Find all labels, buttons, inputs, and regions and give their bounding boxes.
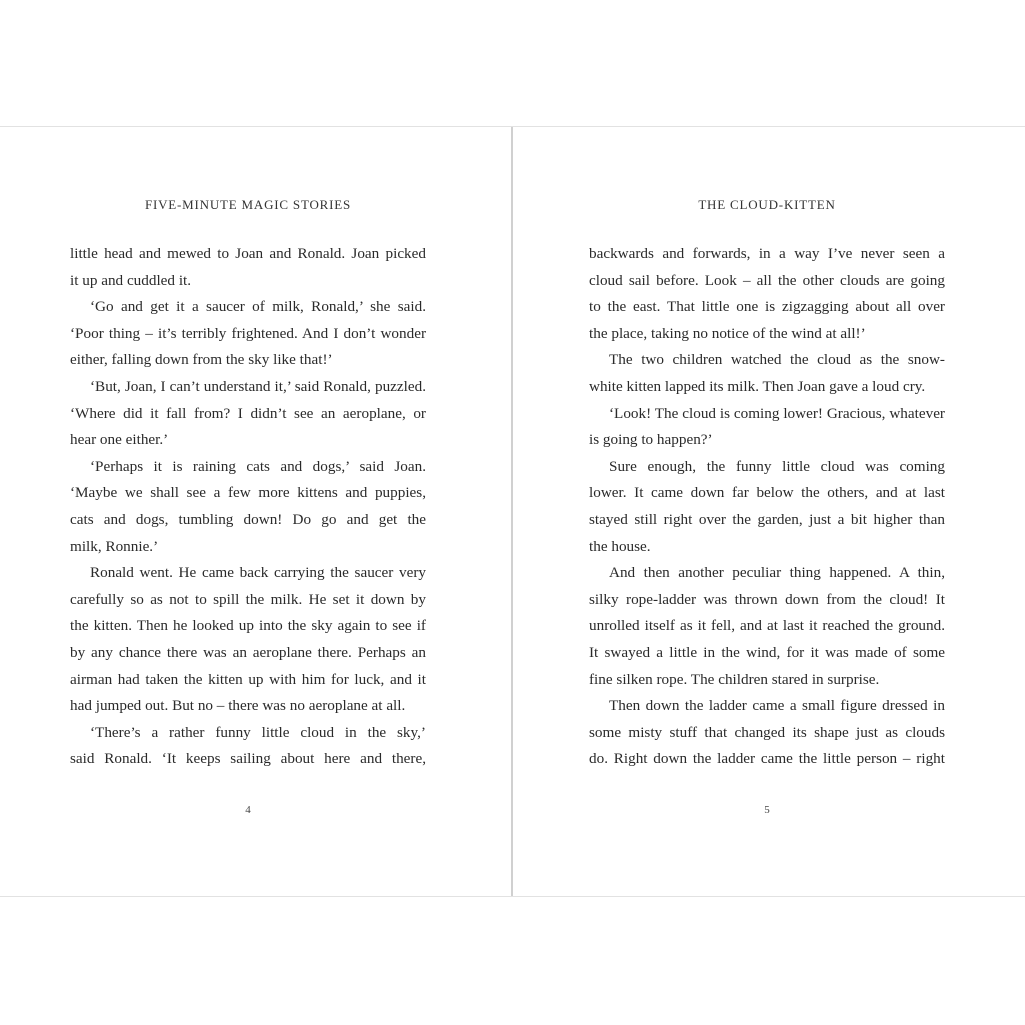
text-line: by any chance there was an aeroplane there. Perhaps an (70, 643, 426, 661)
gutter-divider (511, 127, 513, 896)
text-line: stayed still right over the garden, just a bit higher than (589, 510, 945, 528)
text-line: the kitten. Then he looked up into the sky again to see if (70, 617, 426, 635)
text-line: ‘Look! The cloud is coming lower! Gracious, whatever (609, 404, 945, 422)
text-line: ‘There’s a rather funny little cloud in the sky,’ (90, 723, 426, 741)
book-spread (0, 126, 1025, 897)
text-line: airman had taken the kitten up with him for luck, and it (70, 670, 426, 688)
running-head: THE CLOUD-KITTEN (698, 197, 836, 212)
page-number: 5 (764, 804, 770, 816)
text-line: some misty stuff that changed its shape just as clouds (589, 723, 945, 741)
text-line: ‘But, Joan, I can’t understand it,’ said Ronald, puzzled. (90, 377, 426, 395)
left-page (70, 127, 426, 896)
text-line: white kitten lapped its milk. Then Joan gave a loud cry. (589, 377, 926, 395)
text-line: do. Right down the ladder came the little person – right (589, 750, 945, 768)
text-line: ‘Maybe we shall see a few more kittens and puppies, (70, 484, 426, 502)
text-line: ‘Where did it fall from? I didn’t see an aeroplane, or (70, 404, 426, 422)
text-line: milk, Ronnie.’ (70, 537, 159, 555)
text-line: fine silken rope. The children stared in surprise. (589, 670, 880, 688)
text-line: had jumped out. But no – there was no aeroplane at all. (70, 697, 406, 715)
text-line: backwards and forwards, in a way I’ve never seen a (589, 245, 945, 262)
text-line: hear one either.’ (70, 431, 169, 449)
right-page (589, 127, 945, 896)
text-line: either, falling down from the sky like that!’ (70, 351, 333, 369)
text-line: And then another peculiar thing happened. A thin, (609, 564, 945, 582)
text-line: ‘Poor thing – it’s terribly frightened. And I don’t wonder (70, 324, 426, 342)
text-line: the house. (589, 537, 651, 555)
text-line: to the east. That little one is zigzagging about all over (589, 298, 945, 316)
text-line: Ronald went. He came back carrying the saucer very (90, 564, 426, 582)
text-line: ‘Perhaps it is raining cats and dogs,’ said Joan. (90, 457, 426, 475)
text-line: lower. It came down far below the others, and at last (589, 484, 945, 502)
text-line: cats and dogs, tumbling down! Do go and get the (70, 510, 426, 528)
text-line: is going to happen?’ (589, 431, 713, 449)
page-body (589, 241, 945, 773)
text-line: it up and cuddled it. (70, 271, 192, 289)
text-line: carefully so as not to spill the milk. He set it down by (70, 590, 426, 608)
text-line: Sure enough, the funny little cloud was coming (609, 457, 945, 475)
running-head: FIVE-MINUTE MAGIC STORIES (144, 197, 352, 212)
text-line: said Ronald. ‘It keeps sailing about here and there, (70, 750, 426, 768)
page-body (70, 241, 426, 773)
text-line: ‘Go and get it a saucer of milk, Ronald,’ she said. (90, 298, 426, 316)
text-line: silky rope-ladder was thrown down from the cloud! It (589, 590, 945, 608)
text-line: Then down the ladder came a small figure dressed in (609, 697, 945, 715)
text-line: little head and mewed to Joan and Ronald. Joan picked (70, 245, 426, 262)
text-line: cloud sail before. Look – all the other clouds are going (589, 271, 945, 289)
text-line: unrolled itself as it fell, and at last it reached the ground. (589, 617, 945, 635)
text-line: The two children watched the cloud as the snow- (609, 351, 945, 369)
page-number: 4 (245, 804, 251, 816)
text-line: the place, taking no notice of the wind at all!’ (589, 324, 866, 342)
text-line: It swayed a little in the wind, for it was made of some (589, 643, 945, 661)
